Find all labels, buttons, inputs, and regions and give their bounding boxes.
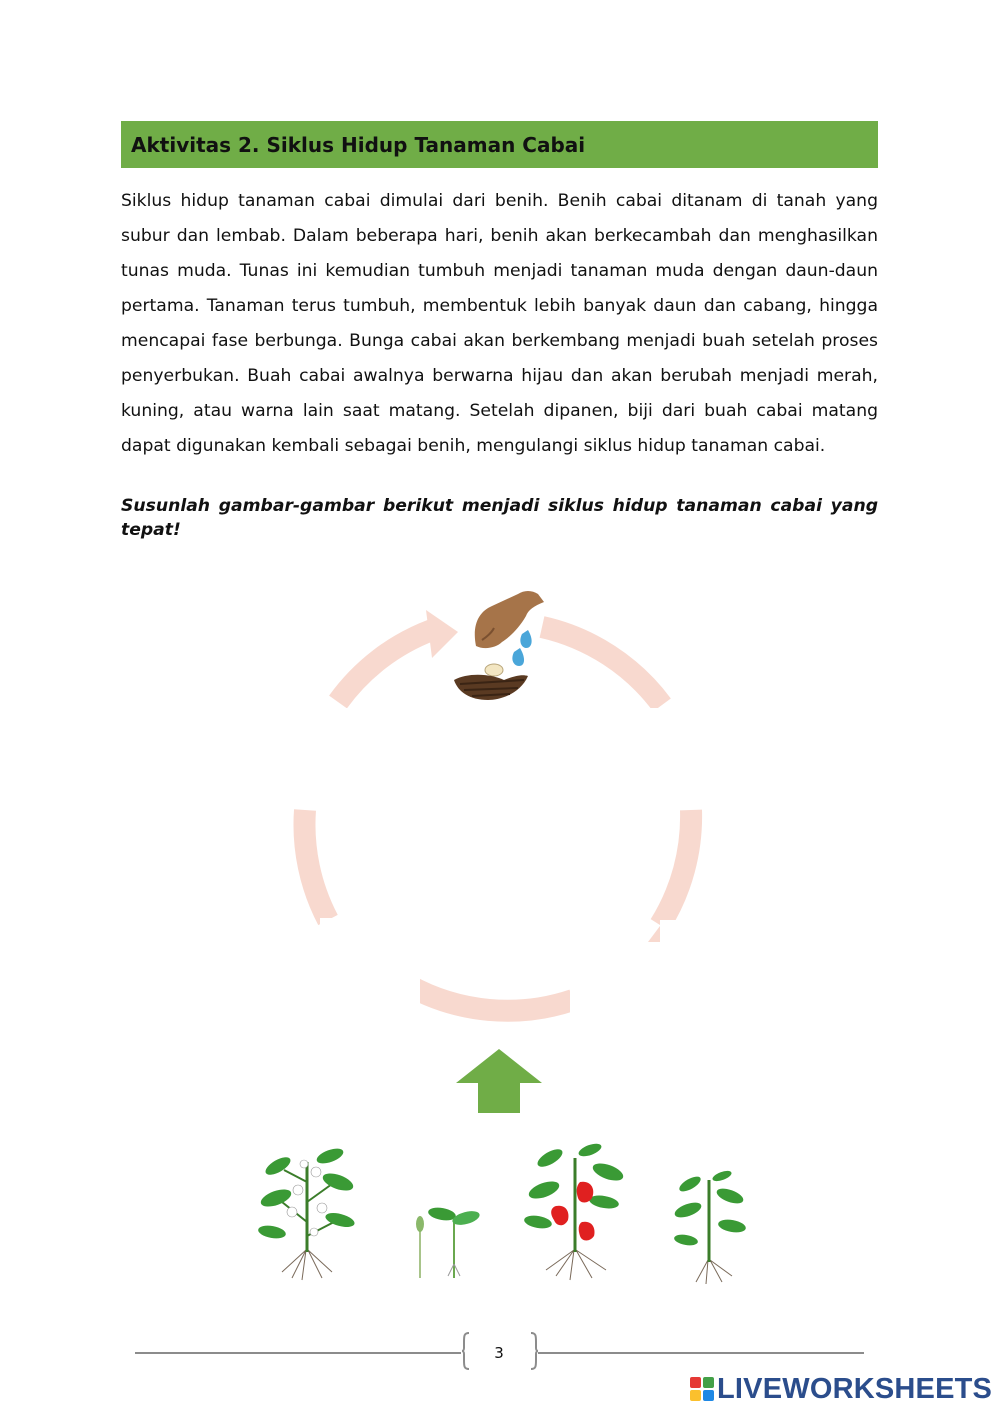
life-cycle-diagram	[280, 570, 720, 1040]
footer-rule-right	[538, 1352, 864, 1354]
cycle-arc-left	[304, 810, 328, 920]
fruiting-plant-icon[interactable]	[520, 1142, 630, 1282]
cycle-arc-right	[660, 810, 691, 925]
sprout-icon[interactable]	[408, 1200, 484, 1280]
instruction-text: Susunlah gambar-gambar berikut menjadi siklus hidup tanaman cabai yang tepat!	[121, 496, 878, 540]
bracket-right-icon	[530, 1332, 538, 1370]
liveworksheets-logo[interactable]	[690, 1372, 992, 1406]
section-header	[121, 121, 878, 168]
liveworksheets-logo-icon	[690, 1377, 714, 1401]
cycle-arrowhead-top	[426, 610, 458, 658]
young-plant-icon[interactable]	[672, 1170, 748, 1284]
footer-rule-left	[135, 1352, 461, 1354]
up-arrow-icon	[456, 1049, 542, 1113]
flowering-plant-icon[interactable]	[252, 1142, 362, 1282]
intro-paragraph: Siklus hidup tanaman cabai dimulai dari benih. Benih cabai ditanam di tanah yang subur dan lembab. Dalam beberapa hari, benih akan berkecambah dan menghasilkan tunas muda. Tunas ini kemudian tumbuh menjadi tanaman muda dengan daun-daun pertama. Tanaman terus tumbuh, membentuk lebih banyak daun dan cabang, hingga mencapai fase berbunga. Bunga cabai akan berkembang menjadi buah setelah proses penyerbukan. Buah cabai awalnya berwarna hijau dan akan berubah menjadi merah, kuning, atau warna lain saat matang. Setelah dipanen, biji dari buah cabai matang dapat digunakan kembali sebagai benih, mengulangi siklus hidup tanaman cabai.	[121, 191, 878, 456]
cycle-arc-top-right	[542, 627, 662, 705]
liveworksheets-logo-text: LIVEWORKSHEETS	[717, 1372, 993, 1405]
seed-planting-icon	[454, 591, 544, 700]
section-title: Aktivitas 2. Siklus Hidup Tanaman Cabai	[131, 132, 586, 157]
cycle-arc-bottom	[408, 985, 573, 1011]
page-number: 3	[494, 1344, 504, 1362]
cycle-arc-top-left	[338, 630, 432, 702]
